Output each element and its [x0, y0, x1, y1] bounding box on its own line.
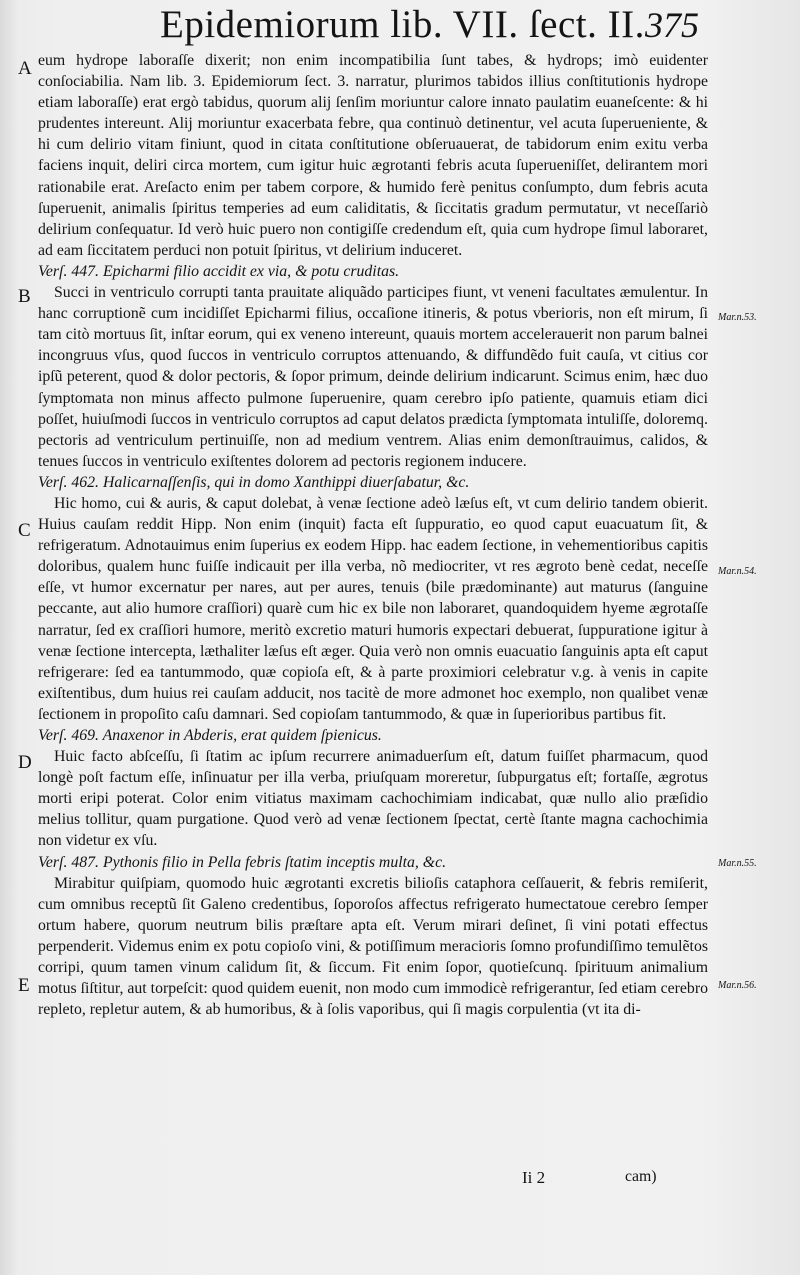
- commentary-paragraph: Succi in ventriculo corrupti tanta prauitate aliquãdo participes fiunt, vt veneni facultates æmulentur. In hanc corruptionẽ cum incidiſſet Epicharmi filius, occaſione itineris, & potus vberioris, non eſt mirum, ſi tam citò mortuus ſit, inſtar eorum, qui ex veneno intereunt, quauis mortem accelerauerit non parum balnei incongruus vſus, quod ſuccos in ventriculo corruptos attenuando, & diffundẽdo fuit cauſa, vt citius cor ipſũ peterent, quod & dolor pectoris, & ſopor primum, deinde delirium indicarunt. Scimus enim, hæc duo ſymptomata non minus affecto pulmone ſuperuenire, quam cerebro ipſo patiente, quamuis etiam dici poſſet, huiuſmodi ſuccos in ventriculo corruptos ad caput delatos prædicta ſymptomata intuliſſe, doloremq. pectoris ad ventriculum pertinuiſſe, non ad medium ventrem. Alias enim demonſtrauimus, calidos, & tenues ſuccos in ventriculo exiſtentes dolorem ad pectoris regionem inducere.: [38, 284, 708, 470]
- paragraph-continuation: eum hydrope laboraſſe dixerit; non enim incompatibilia ſunt tabes, & hydrops; imò euidenter conſociabilia. Nam lib. 3. Epidemiorum ſect. 3. narratur, plurimos tabidos illius conſtitutionis hydrope etiam laboraſſe) erat ergò tabidus, quorum alij ſenſim moriuntur calore innato paulatim euaneſcente: & hi prudentes intereunt. Alij moriuntur exacerbata febre, qua continuò detinentur, vel acuta ſuperueniente, & hi cum delirio vitam finiunt, quod in citata conſtitutione obſeruauerat, de tabidorum enim exitu verba faciens inquit, deliri circa mortem, cum igitur huic ægrotanti febris acuta ſuperueniſſet, delirantem mori rationabile erat. Areſacto enim per tabem corpore, & humido ferè penitus conſumpto, dum febris acuta ſuperuenit, animalis ſpiritus temperies ad eum caliditatis, & ſiccitatis gradum permutatur, vt neceſſariò delirium conſequatur. Id verò huic puero non contigiſſe credendum eſt, quia cum hydrope ſimul laboraret, ad eam ſiccitatem perduci non potuit ſpiritus, vt delirium induceret.: [38, 52, 708, 259]
- commentary-paragraph: Hic homo, cui & auris, & caput dolebat, à venæ ſectione adeò læſus eſt, vt cum delirio tandem obierit. Huius cauſam reddit Hipp. Non enim (inquit) facta eſt ſuppuratio, eo quod caput euacuatum ſit, & refrigeratum. Adnotauimus enim ſuperius ex eodem Hipp. hac eadem ſectione, in vehementioribus capitis doloribus, qualem hunc fuiſſe indicauit per illa verba, nõ mediocriter, vt res ægroto benè cedat, neceſſe eſſe, vt humor excernatur per nares, aut per aures, tenuis (bile prædominante) aut maturus (ſanguine peccante, aut alio humore craſſiori) quarè cum hic ex bile non laboraret, quandoquidem hyeme ægrotaſſe narratur, ſed ex craſſiori humore, meritò excretio maturi humoris expectari debuerat, ſuppuratione igitur à venæ ſectione intercepta, læthaliter læſus eſt æger. Quia verò non omnis euacuatio ſanguinis apta eſt caput refrigerare: ſed ea tantummodo, quæ copioſa eſt, & à parte proximiori celebratur v.g. à venis in capite exiſtentibus, dum huius rei cauſam adducit, nos tacitè de more admonet hoc exemplo, non qualibet venæ ſectionem in propoſito caſu damnari. Sed copioſam tantummodo, & quæ in ſuperioribus partibus fit.: [38, 494, 708, 723]
- signature-mark: Ii 2: [522, 1168, 546, 1187]
- commentary-paragraph: Huic facto abſceſſu, ſi ſtatim ac ipſum recurrere animaduerſum eſt, datum fuiſſet pharmacum, quod longè poſt factum eſſe, inſinuatur per illa verba, priuſquam moreretur, ſubpurgatus eſt; fortaſſe, ægrotus morti eripi poterat. Color enim vitiatus maximam cachochimiam indicabat, quæ nullo alio præſidio melius tollitur, quam purgatione. Quod verò ad venæ ſectionem ſpectat, certè ſtante magna cachochimia non videtur ex vſu.: [38, 748, 708, 850]
- verse-heading-469: Verſ. 469. Anaxenor in Abderis, erat quidem ſpienicus.: [38, 727, 382, 744]
- commentary-paragraph: Mirabitur quiſpiam, quomodo huic ægrotanti excretis bilioſis cataphora ceſſauerit, & febris remiſerit, cum omnibus receptũ ſit Galeno credentibus, ſoporoſos affectus refrigerato humectatoue cerebro ſemper ortum habere, quorum neutrum bilis præſtare apta eſt. Verum mirari deſinet, ſi vini potati effectus perpenderit. Videmus enim ex potu copioſo vini, & potiſſimum meracioris ſomno profundiſſimo temulẽtos corripi, quum tamen vinum calidum ſit, & ſiccum. Fit enim ſopor, quotieſcunq. ſpirituum animalium motus ſiſtitur, aut torpeſcit: quod quidem euenit, non modo cum immodicè refrigerantur, ſed etiam cerebro repleto, repletur autem, & ab humoribus, & à ſolis vaporibus, qui ſi magis corpulentia (vt ita di-: [38, 874, 708, 1019]
- page-header: [0, 2, 800, 52]
- margin-letter-d: D: [18, 752, 32, 773]
- verse-heading-462: Verſ. 462. Halicarnaſſenſis, qui in domo Xanthippi diuerſabatur, &c.: [38, 473, 470, 491]
- margin-note-54: Mar.n.54.: [718, 566, 757, 577]
- running-title: Epidemiorum lib. VII. ſect. II.: [160, 3, 645, 46]
- body-text: [38, 50, 708, 1020]
- margin-letter-e: E: [18, 975, 30, 996]
- verse-heading-487: Verſ. 487. Pythonis filio in Pella febris ſtatim inceptis multa, &c.: [38, 853, 447, 871]
- margin-note-53: Mar.n.53.: [718, 312, 757, 323]
- verse-heading-447: Verſ. 447. Epicharmi filio accidit ex via, & potu cruditas.: [38, 262, 400, 280]
- margin-letter-c: C: [18, 520, 31, 541]
- margin-letter-b: B: [18, 286, 31, 307]
- page-number: 375: [645, 5, 699, 45]
- margin-note-56: Mar.n.56.: [718, 980, 757, 991]
- margin-letter-a: A: [18, 58, 32, 79]
- margin-note-55: Mar.n.55.: [718, 858, 757, 869]
- catchword: cam): [625, 1168, 657, 1185]
